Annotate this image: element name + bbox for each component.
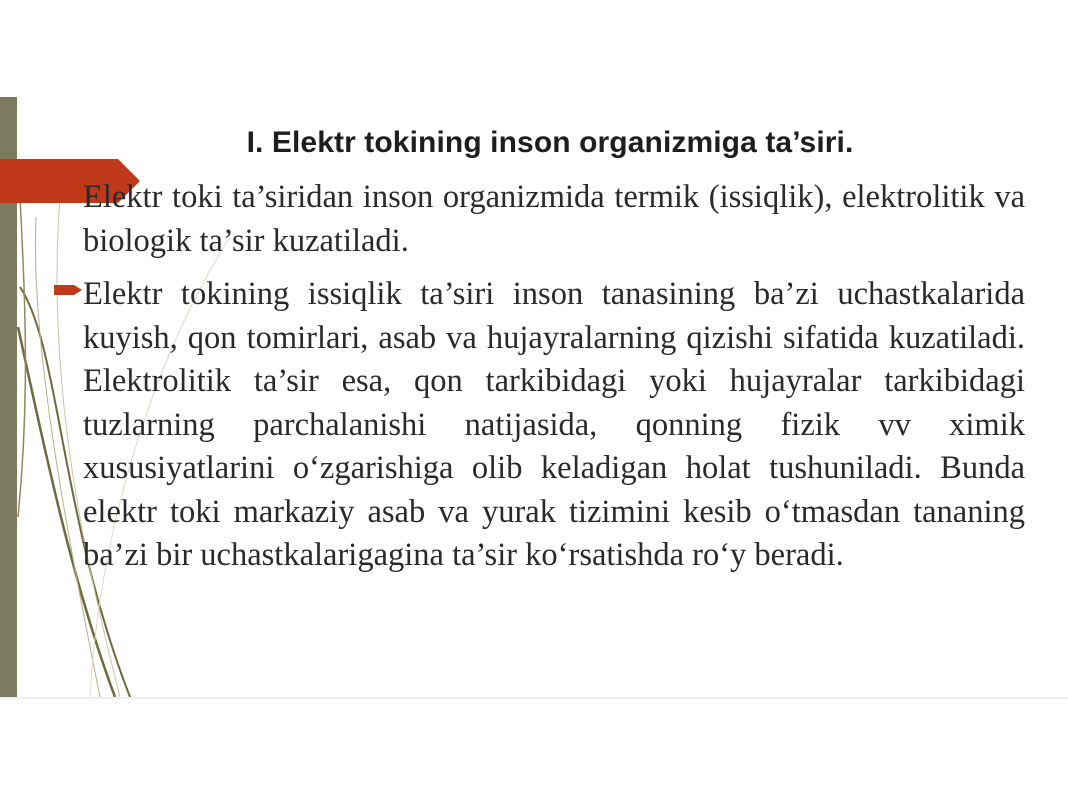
arrow-bullet-icon <box>54 184 84 198</box>
slide-bottom-border <box>0 697 1068 699</box>
slide-title: I. Elektr tokining inson organizmiga ta’siri. <box>246 126 854 159</box>
paragraph-2: Elektr tokining issiqlik ta’siri inson tanasining ba’zi uchastkalarida kuyish, qon tomirlari, asab va hujayralarning qizishi sifatida kuzatiladi. Elektrolitik ta’sir esa, qon tarkibidagi yoki hujayralar tarkibidagi tuzlarning parchalanishi natijasida, qonning fizik vv ximik xususiyatlarini o‘zgarishiga olib keladigan holat tushuniladi. Bunda elektr toki markaziy asab va yurak tizimini kesib o‘tmasdan tananing ba’zi bir uchastkalarigagina ta’sir ko‘rsatishda ro‘y beradi. <box>83 276 1025 573</box>
arrow-bullet-icon <box>54 283 84 297</box>
paragraph-1: Elektr toki ta’siridan inson organizmida termik (issiqlik), elektrolitik va biologik ta’sir kuzatiladi. <box>83 179 1025 259</box>
